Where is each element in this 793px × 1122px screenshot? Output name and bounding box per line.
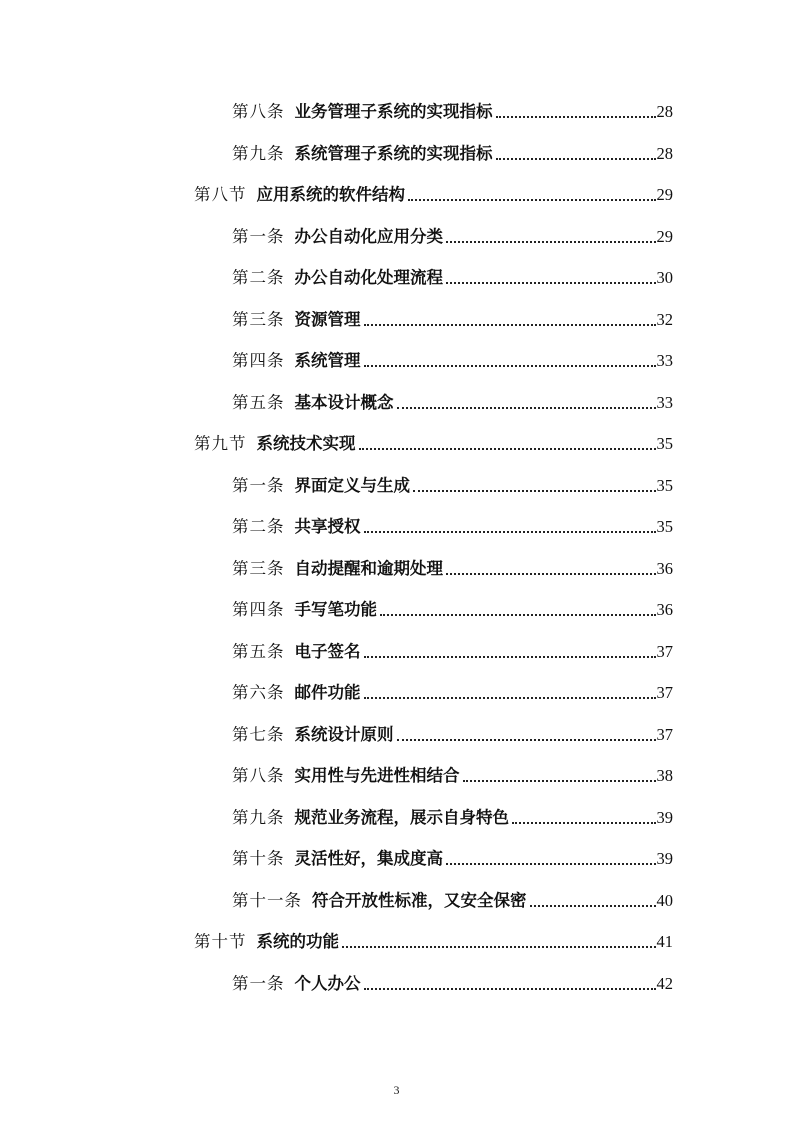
toc-entry[interactable] xyxy=(232,840,673,870)
toc-entry-number: 第五条 xyxy=(232,642,285,661)
toc-entry-title: 基本设计概念 xyxy=(294,393,394,412)
toc-entry-number: 第九条 xyxy=(232,144,285,163)
toc-entry-number: 第二条 xyxy=(232,268,285,287)
toc-leader-dots xyxy=(397,407,656,409)
toc-entry[interactable] xyxy=(194,176,673,206)
toc-entry-number: 第四条 xyxy=(232,351,285,370)
toc-entry-number: 第九节 xyxy=(194,434,247,453)
toc-entry-page: 35 xyxy=(656,517,673,536)
toc-leader-dots xyxy=(408,199,656,201)
toc-entry-number: 第八节 xyxy=(194,185,247,204)
toc-leader-dots xyxy=(413,490,656,492)
toc-entry-page: 32 xyxy=(656,310,673,329)
toc-entry-page: 29 xyxy=(656,227,673,246)
toc-entry[interactable] xyxy=(232,259,673,289)
toc-entry-page: 36 xyxy=(656,600,673,619)
toc-leader-dots xyxy=(364,656,656,658)
toc-leader-dots xyxy=(364,531,656,533)
toc-entry-title: 办公自动化应用分类 xyxy=(294,227,443,246)
toc-entry-page: 37 xyxy=(656,642,673,661)
toc-entry-title: 自动提醒和逾期处理 xyxy=(294,559,443,578)
toc-entry-number: 第一条 xyxy=(232,476,285,495)
toc-entry-number: 第五条 xyxy=(232,393,285,412)
toc-entry-page: 39 xyxy=(656,849,673,868)
toc-leader-dots xyxy=(364,324,656,326)
toc-entry[interactable] xyxy=(232,591,673,621)
toc-entry-page: 41 xyxy=(656,932,673,951)
toc-entry-number: 第十条 xyxy=(232,849,285,868)
toc-entry-page: 38 xyxy=(656,766,673,785)
toc-leader-dots xyxy=(380,614,656,616)
toc-entry[interactable] xyxy=(232,882,673,912)
toc-entry-number: 第十节 xyxy=(194,932,247,951)
toc-entry-title: 实用性与先进性相结合 xyxy=(294,766,460,785)
toc-entry-title: 手写笔功能 xyxy=(294,600,377,619)
toc-entry[interactable] xyxy=(232,757,673,787)
toc-entry-page: 37 xyxy=(656,725,673,744)
toc-entry-title: 符合开放性标准，又安全保密 xyxy=(312,891,527,910)
page-number-footer: 3 xyxy=(393,1083,400,1097)
toc-entry-title: 系统管理子系统的实现指标 xyxy=(294,144,493,163)
toc-leader-dots xyxy=(530,905,656,907)
toc-entry[interactable] xyxy=(232,342,673,372)
toc-entry-page: 29 xyxy=(656,185,673,204)
toc-entry-number: 第七条 xyxy=(232,725,285,744)
toc-entry-title: 界面定义与生成 xyxy=(294,476,410,495)
toc-leader-dots xyxy=(397,739,656,741)
toc-leader-dots xyxy=(496,158,656,160)
toc-entry[interactable] xyxy=(232,799,673,829)
toc-entry-number: 第八条 xyxy=(232,102,285,121)
toc-entry-title: 灵活性好，集成度高 xyxy=(294,849,443,868)
toc-leader-dots xyxy=(359,448,656,450)
toc-entry-number: 第六条 xyxy=(232,683,285,702)
toc-leader-dots xyxy=(364,988,656,990)
toc-entry-title: 资源管理 xyxy=(294,310,361,329)
toc-entry-page: 40 xyxy=(656,891,673,910)
toc-entry-title: 个人办公 xyxy=(294,974,361,993)
toc-entry[interactable] xyxy=(232,633,673,663)
toc-entry-title: 业务管理子系统的实现指标 xyxy=(294,102,493,121)
toc-entry-page: 42 xyxy=(656,974,673,993)
toc-entry[interactable] xyxy=(232,716,673,746)
toc-entry-page: 33 xyxy=(656,393,673,412)
toc-entry[interactable] xyxy=(232,93,673,123)
toc-entry-page: 35 xyxy=(656,434,673,453)
toc-leader-dots xyxy=(496,116,656,118)
toc-entry-page: 37 xyxy=(656,683,673,702)
toc-entry-title: 应用系统的软件结构 xyxy=(256,185,405,204)
toc-entry[interactable] xyxy=(194,923,673,953)
toc-entry-page: 30 xyxy=(656,268,673,287)
toc-entry-number: 第八条 xyxy=(232,766,285,785)
toc-entry-title: 邮件功能 xyxy=(294,683,361,702)
toc-entry-title: 系统技术实现 xyxy=(256,434,356,453)
toc-entry[interactable] xyxy=(232,674,673,704)
toc-entry-number: 第一条 xyxy=(232,974,285,993)
toc-entry-number: 第四条 xyxy=(232,600,285,619)
toc-leader-dots xyxy=(446,241,656,243)
toc-leader-dots xyxy=(512,822,656,824)
toc-leader-dots xyxy=(446,282,656,284)
toc-entry-number: 第二条 xyxy=(232,517,285,536)
toc-entry-number: 第九条 xyxy=(232,808,285,827)
toc-entry[interactable] xyxy=(232,218,673,248)
toc-entry-page: 36 xyxy=(656,559,673,578)
toc-entry-page: 28 xyxy=(656,102,673,121)
toc-entry-page: 28 xyxy=(656,144,673,163)
toc-entry-page: 35 xyxy=(656,476,673,495)
toc-entry-number: 第十一条 xyxy=(232,891,302,910)
toc-entry-title: 系统管理 xyxy=(294,351,361,370)
toc-entry-title: 系统设计原则 xyxy=(294,725,394,744)
toc-entry-title: 办公自动化处理流程 xyxy=(294,268,443,287)
toc-entry-title: 规范业务流程，展示自身特色 xyxy=(294,808,509,827)
toc-entry[interactable] xyxy=(232,384,673,414)
toc-entry-title: 电子签名 xyxy=(294,642,361,661)
toc-leader-dots xyxy=(364,365,656,367)
toc-leader-dots xyxy=(463,780,656,782)
toc-entry[interactable] xyxy=(232,508,673,538)
toc-entry[interactable] xyxy=(232,467,673,497)
toc-leader-dots xyxy=(342,946,656,948)
toc-entry-page: 39 xyxy=(656,808,673,827)
toc-entry[interactable] xyxy=(232,135,673,165)
toc-entry-number: 第三条 xyxy=(232,310,285,329)
toc-entry-title: 系统的功能 xyxy=(256,932,339,951)
toc-leader-dots xyxy=(364,697,656,699)
toc-entry[interactable] xyxy=(232,550,673,580)
toc-entry-title: 共享授权 xyxy=(294,517,361,536)
toc-entry[interactable] xyxy=(194,425,673,455)
toc-entry[interactable] xyxy=(232,965,673,995)
toc-entry-page: 33 xyxy=(656,351,673,370)
toc-entry-number: 第一条 xyxy=(232,227,285,246)
toc-leader-dots xyxy=(446,573,656,575)
toc-leader-dots xyxy=(446,863,656,865)
toc-entry[interactable] xyxy=(232,301,673,331)
toc-entry-number: 第三条 xyxy=(232,559,285,578)
